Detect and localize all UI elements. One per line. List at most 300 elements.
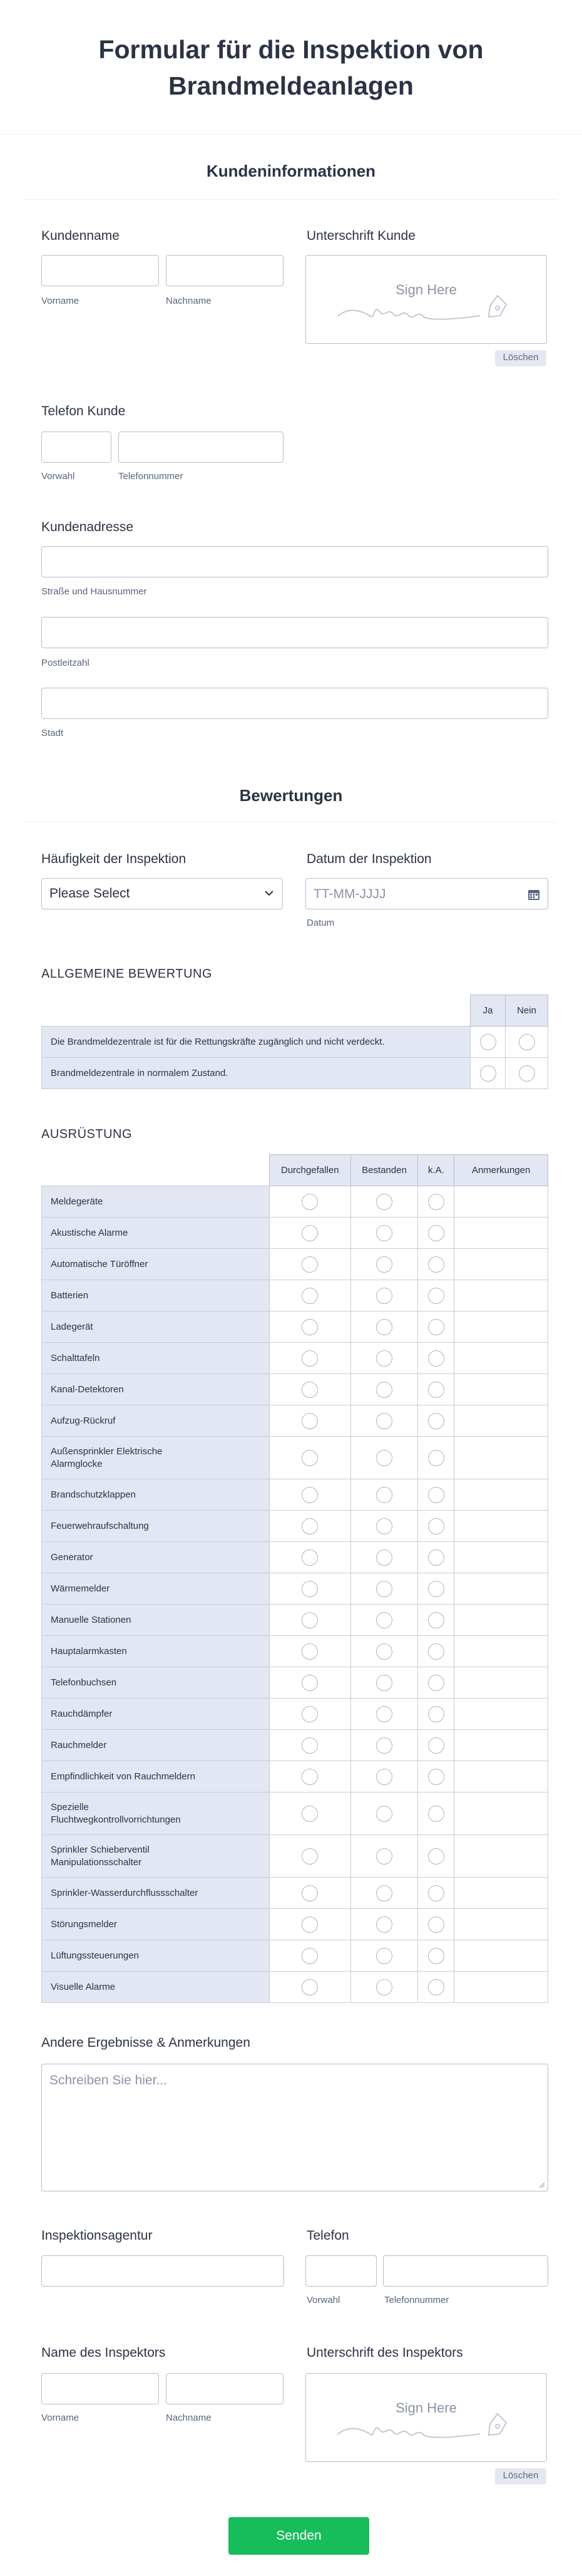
remarks-input[interactable] [454, 1405, 548, 1437]
signature-placeholder: Sign Here [396, 2400, 457, 2416]
row-label: Meldegeräte [42, 1186, 270, 1218]
row-label: Visuelle Alarme [42, 1972, 270, 2003]
radio-button[interactable] [519, 1065, 535, 1082]
radio-cell-bestanden[interactable] [350, 1218, 418, 1249]
radio-cell-bestanden[interactable] [350, 1280, 418, 1311]
radio-button[interactable] [428, 1769, 444, 1785]
remarks-input[interactable] [454, 1479, 548, 1511]
radio-cell-bestanden[interactable] [350, 1667, 418, 1699]
radio-button[interactable] [376, 1885, 392, 1901]
radio-cell-ka[interactable] [418, 1405, 454, 1437]
signature-placeholder: Sign Here [396, 282, 457, 297]
radio-button[interactable] [428, 1806, 444, 1822]
radio-cell-durchgefallen[interactable] [269, 1940, 350, 1972]
radio-cell-ja[interactable] [471, 1058, 506, 1089]
radio-cell-bestanden[interactable] [350, 1542, 418, 1573]
radio-button[interactable] [302, 1948, 318, 1964]
radio-button[interactable] [302, 1885, 318, 1901]
radio-button[interactable] [376, 1518, 392, 1534]
radio-button[interactable] [428, 1256, 444, 1273]
frequency-label: Häufigkeit der Inspektion [41, 852, 186, 866]
radio-cell-durchgefallen[interactable] [269, 1792, 350, 1835]
row-label: Aufzug-Rückruf [42, 1405, 270, 1437]
radio-button[interactable] [428, 1194, 444, 1210]
radio-cell-bestanden[interactable] [350, 1186, 418, 1218]
table-row [42, 1186, 548, 1218]
radio-cell-durchgefallen[interactable] [269, 1511, 350, 1542]
radio-button[interactable] [302, 1979, 318, 1995]
radio-cell-bestanden[interactable] [350, 1437, 418, 1479]
radio-cell-bestanden[interactable] [350, 1405, 418, 1437]
customer-signature-clear-button[interactable]: Löschen [495, 350, 546, 366]
radio-button[interactable] [302, 1675, 318, 1691]
agency-phone-number-sublabel: Telefonnummer [384, 2295, 449, 2305]
row-label: Rauchdämpfer [42, 1699, 270, 1730]
customer-phone-number-input[interactable] [118, 432, 283, 463]
table-row [42, 1878, 548, 1909]
inspector-last-name-sublabel: Nachname [166, 2413, 212, 2423]
table-row [42, 1573, 548, 1605]
row-label: Manuelle Stationen [42, 1605, 270, 1636]
radio-cell-bestanden[interactable] [350, 1835, 418, 1878]
radio-cell-durchgefallen[interactable] [269, 1437, 350, 1479]
remarks-input[interactable] [454, 1573, 548, 1605]
street-sublabel: Straße und Hausnummer [41, 586, 147, 597]
radio-cell-durchgefallen[interactable] [269, 1249, 350, 1280]
remarks-input[interactable] [454, 1437, 548, 1479]
radio-cell-durchgefallen[interactable] [269, 1972, 350, 2003]
radio-button[interactable] [376, 1487, 392, 1503]
radio-cell-ka[interactable] [418, 1218, 454, 1249]
first-name-sublabel: Vorname [41, 296, 79, 306]
remarks-input[interactable] [454, 1218, 548, 1249]
agency-phone-number-input[interactable] [383, 2255, 548, 2287]
radio-button[interactable] [302, 1382, 318, 1398]
radio-cell-ka[interactable] [418, 1605, 454, 1636]
radio-cell-ka[interactable] [418, 1761, 454, 1792]
radio-cell-durchgefallen[interactable] [269, 1218, 350, 1249]
radio-cell-bestanden[interactable] [350, 1343, 418, 1374]
table-row [42, 1730, 548, 1761]
radio-cell-bestanden[interactable] [350, 1573, 418, 1605]
remarks-input[interactable] [454, 1972, 548, 2003]
radio-cell-bestanden[interactable] [350, 1511, 418, 1542]
radio-button[interactable] [302, 1848, 318, 1865]
inspector-signature-pad[interactable] [305, 2373, 547, 2462]
radio-button[interactable] [428, 1916, 444, 1933]
inspector-last-name-input[interactable] [166, 2373, 283, 2404]
customer-area-code-input[interactable] [41, 432, 111, 463]
remarks-input[interactable] [454, 1311, 548, 1343]
radio-button[interactable] [428, 1413, 444, 1429]
form-title: Formular für die Inspektion von Brandmeldeanlagen [98, 35, 484, 100]
radio-cell-ka[interactable] [418, 1940, 454, 1972]
general-rating-title: ALLGEMEINE BEWERTUNG [41, 967, 213, 981]
remarks-input[interactable] [454, 1186, 548, 1218]
table-row [42, 1511, 548, 1542]
radio-button[interactable] [376, 1350, 392, 1367]
radio-cell-nein[interactable] [506, 1058, 548, 1089]
radio-cell-ka[interactable] [418, 1311, 454, 1343]
radio-button[interactable] [376, 1643, 392, 1660]
radio-button[interactable] [428, 1487, 444, 1503]
column-header-ja: Ja [471, 995, 506, 1027]
row-label: Rauchmelder [42, 1730, 270, 1761]
table-row [42, 1218, 548, 1249]
date-input[interactable] [305, 878, 548, 909]
remarks-input[interactable] [454, 1343, 548, 1374]
radio-cell-bestanden[interactable] [350, 1761, 418, 1792]
radio-button[interactable] [376, 1948, 392, 1964]
radio-cell-durchgefallen[interactable] [269, 1573, 350, 1605]
table-row [42, 1940, 548, 1972]
row-label: Die Brandmeldezentrale ist für die Rettungskräfte zugänglich und nicht verdeckt. [42, 1027, 471, 1058]
row-label: Kanal-Detektoren [42, 1374, 270, 1405]
radio-cell-bestanden[interactable] [350, 1699, 418, 1730]
radio-button[interactable] [376, 1706, 392, 1722]
radio-button[interactable] [428, 1382, 444, 1398]
equipment-title: AUSRÜSTUNG [41, 1127, 133, 1141]
radio-cell-ka[interactable] [418, 1186, 454, 1218]
radio-cell-bestanden[interactable] [350, 1479, 418, 1511]
customer-signature-pad[interactable] [305, 255, 547, 344]
radio-cell-ka[interactable] [418, 1573, 454, 1605]
row-label: Sprinkler-Wasserdurchflussschalter [42, 1878, 270, 1909]
customer-signature-label: Unterschrift Kunde [307, 229, 416, 243]
row-label: Batterien [42, 1280, 270, 1311]
table-row [42, 1792, 548, 1835]
remarks-input[interactable] [454, 1730, 548, 1761]
radio-cell-bestanden[interactable] [350, 1249, 418, 1280]
street-input[interactable] [41, 546, 548, 577]
remarks-input[interactable] [454, 1280, 548, 1311]
radio-button[interactable] [428, 1450, 444, 1466]
date-placeholder: TT-MM-JJJJ [314, 887, 386, 901]
radio-cell-bestanden[interactable] [350, 1605, 418, 1636]
row-label: Außensprinkler Elektrische Alarmglocke [42, 1437, 270, 1479]
notes-label: Andere Ergebnisse & Anmerkungen [41, 2035, 250, 2050]
row-label: Sprinkler Schieberventil Manipulationsschalter [42, 1835, 270, 1878]
notes-placeholder: Schreiben Sie hier... [49, 2073, 167, 2087]
remarks-input[interactable] [454, 1940, 548, 1972]
inspector-first-name-input[interactable] [41, 2373, 159, 2404]
radio-cell-durchgefallen[interactable] [269, 1761, 350, 1792]
radio-button[interactable] [480, 1034, 496, 1050]
radio-cell-ka[interactable] [418, 1909, 454, 1940]
city-input[interactable] [41, 688, 548, 719]
customer-address-label: Kundenadresse [41, 520, 134, 534]
radio-cell-ka[interactable] [418, 1636, 454, 1667]
radio-cell-nein[interactable] [506, 1027, 548, 1058]
area-code-sublabel: Vorwahl [41, 471, 75, 482]
remarks-input[interactable] [454, 1636, 548, 1667]
radio-button[interactable] [428, 1581, 444, 1597]
radio-cell-durchgefallen[interactable] [269, 1835, 350, 1878]
table-row [42, 1405, 548, 1437]
radio-button[interactable] [376, 1450, 392, 1466]
agency-input[interactable] [41, 2255, 284, 2287]
notes-textarea[interactable] [41, 2064, 548, 2191]
form-header [0, 0, 582, 135]
inspector-first-name-sublabel: Vorname [41, 2413, 79, 2423]
customer-name-label: Kundenname [41, 229, 120, 243]
radio-cell-durchgefallen[interactable] [269, 1878, 350, 1909]
inspector-name-label: Name des Inspektors [41, 2346, 166, 2360]
inspector-signature-clear-button[interactable]: Löschen [495, 2468, 546, 2485]
table-row [42, 1699, 548, 1730]
customer-first-name-input[interactable] [41, 255, 159, 286]
radio-cell-bestanden[interactable] [350, 1730, 418, 1761]
radio-cell-ka[interactable] [418, 1878, 454, 1909]
table-row [42, 1972, 548, 2003]
agency-area-code-input[interactable] [305, 2255, 377, 2287]
radio-button[interactable] [376, 1916, 392, 1933]
row-label: Lüftungssteuerungen [42, 1940, 270, 1972]
radio-cell-bestanden[interactable] [350, 1636, 418, 1667]
radio-cell-ka[interactable] [418, 1699, 454, 1730]
radio-cell-ka[interactable] [418, 1374, 454, 1405]
radio-button[interactable] [376, 1675, 392, 1691]
radio-button[interactable] [302, 1487, 318, 1503]
remarks-input[interactable] [454, 1761, 548, 1792]
row-label: Automatische Türöffner [42, 1249, 270, 1280]
row-label: Störungsmelder [42, 1909, 270, 1940]
radio-button[interactable] [302, 1518, 318, 1534]
radio-cell-ka[interactable] [418, 1479, 454, 1511]
radio-button[interactable] [428, 1706, 444, 1722]
table-row [42, 1542, 548, 1573]
radio-cell-ka[interactable] [418, 1280, 454, 1311]
row-label: Brandmeldezentrale in normalem Zustand. [42, 1058, 471, 1089]
radio-button[interactable] [302, 1450, 318, 1466]
remarks-input[interactable] [454, 1542, 548, 1573]
radio-cell-bestanden[interactable] [350, 1792, 418, 1835]
radio-button[interactable] [376, 1979, 392, 1995]
column-header-anmerkungen: Anmerkungen [454, 1155, 548, 1186]
table-row [42, 1343, 548, 1374]
radio-button[interactable] [376, 1382, 392, 1398]
radio-button[interactable] [428, 1737, 444, 1754]
zip-sublabel: Postleitzahl [41, 658, 89, 668]
radio-button[interactable] [428, 1612, 444, 1628]
table-row [42, 1249, 548, 1280]
radio-cell-durchgefallen[interactable] [269, 1667, 350, 1699]
agency-area-code-sublabel: Vorwahl [307, 2295, 340, 2305]
inspector-signature-label: Unterschrift des Inspektors [307, 2346, 463, 2360]
remarks-input[interactable] [454, 1909, 548, 1940]
radio-cell-bestanden[interactable] [350, 1878, 418, 1909]
zip-input[interactable] [41, 617, 548, 648]
table-row [42, 1667, 548, 1699]
column-header-bestanden: Bestanden [350, 1155, 418, 1186]
radio-cell-durchgefallen[interactable] [269, 1374, 350, 1405]
radio-button[interactable] [376, 1194, 392, 1210]
table-row [42, 1027, 548, 1058]
radio-button[interactable] [376, 1737, 392, 1754]
remarks-input[interactable] [454, 1605, 548, 1636]
radio-button[interactable] [428, 1549, 444, 1566]
section-title-customer: Kundeninformationen [206, 162, 376, 180]
calendar-icon[interactable] [528, 888, 540, 901]
radio-button[interactable] [302, 1350, 318, 1367]
chevron-down-icon [265, 891, 273, 897]
city-sublabel: Stadt [41, 728, 64, 738]
radio-button[interactable] [376, 1581, 392, 1597]
radio-button[interactable] [428, 1518, 444, 1534]
agency-label: Inspektionsagentur [41, 2228, 153, 2243]
row-label: Telefonbuchsen [42, 1667, 270, 1699]
radio-button[interactable] [428, 1675, 444, 1691]
remarks-input[interactable] [454, 1699, 548, 1730]
table-row [42, 1636, 548, 1667]
radio-button[interactable] [428, 1350, 444, 1367]
last-name-sublabel: Nachname [166, 296, 212, 306]
section-title-ratings: Bewertungen [239, 786, 343, 805]
table-row [42, 1761, 548, 1792]
table-row [42, 1605, 548, 1636]
radio-button[interactable] [376, 1549, 392, 1566]
radio-cell-ka[interactable] [418, 1792, 454, 1835]
radio-button[interactable] [428, 1885, 444, 1901]
radio-cell-ka[interactable] [418, 1972, 454, 2003]
row-label: Schalttafeln [42, 1343, 270, 1374]
radio-cell-durchgefallen[interactable] [269, 1311, 350, 1343]
radio-button[interactable] [302, 1737, 318, 1754]
radio-cell-ja[interactable] [471, 1027, 506, 1058]
table-row [42, 1280, 548, 1311]
radio-cell-ka[interactable] [418, 1511, 454, 1542]
remarks-input[interactable] [454, 1835, 548, 1878]
radio-cell-bestanden[interactable] [350, 1972, 418, 2003]
row-label: Hauptalarmkasten [42, 1636, 270, 1667]
table-row [42, 1058, 548, 1089]
radio-button[interactable] [519, 1034, 535, 1050]
row-label: Generator [42, 1542, 270, 1573]
radio-button[interactable] [376, 1288, 392, 1304]
radio-button[interactable] [302, 1194, 318, 1210]
radio-cell-bestanden[interactable] [350, 1311, 418, 1343]
radio-button[interactable] [302, 1256, 318, 1273]
radio-button[interactable] [302, 1643, 318, 1660]
column-header-ka: k.A. [418, 1155, 454, 1186]
radio-button[interactable] [428, 1848, 444, 1865]
customer-last-name-input[interactable] [166, 255, 283, 286]
radio-cell-bestanden[interactable] [350, 1940, 418, 1972]
radio-cell-ka[interactable] [418, 1343, 454, 1374]
radio-cell-durchgefallen[interactable] [269, 1405, 350, 1437]
agency-phone-label: Telefon [307, 2228, 349, 2243]
radio-cell-ka[interactable] [418, 1542, 454, 1573]
radio-button[interactable] [480, 1065, 496, 1082]
radio-button[interactable] [376, 1806, 392, 1822]
radio-cell-bestanden[interactable] [350, 1909, 418, 1940]
date-sublabel: Datum [307, 918, 335, 928]
remarks-input[interactable] [454, 1792, 548, 1835]
row-label: Wärmemelder [42, 1573, 270, 1605]
remarks-input[interactable] [454, 1511, 548, 1542]
radio-button[interactable] [376, 1413, 392, 1429]
row-label: Spezielle Fluchtwegkontrollvorrichtungen [42, 1792, 270, 1835]
table-row [42, 1374, 548, 1405]
radio-cell-durchgefallen[interactable] [269, 1699, 350, 1730]
radio-button[interactable] [376, 1612, 392, 1628]
radio-cell-durchgefallen[interactable] [269, 1280, 350, 1311]
general-rating-matrix [41, 995, 548, 1089]
radio-button[interactable] [428, 1288, 444, 1304]
radio-cell-ka[interactable] [418, 1730, 454, 1761]
radio-cell-durchgefallen[interactable] [269, 1730, 350, 1761]
radio-button[interactable] [376, 1769, 392, 1785]
equipment-matrix [41, 1154, 548, 2003]
remarks-input[interactable] [454, 1878, 548, 1909]
radio-button[interactable] [428, 1948, 444, 1964]
radio-button[interactable] [376, 1848, 392, 1865]
radio-button[interactable] [376, 1256, 392, 1273]
radio-button[interactable] [302, 1806, 318, 1822]
radio-cell-durchgefallen[interactable] [269, 1605, 350, 1636]
table-row [42, 1835, 548, 1878]
radio-button[interactable] [376, 1319, 392, 1335]
phone-number-sublabel: Telefonnummer [118, 471, 183, 482]
radio-cell-durchgefallen[interactable] [269, 1343, 350, 1374]
radio-button[interactable] [302, 1288, 318, 1304]
remarks-input[interactable] [454, 1374, 548, 1405]
submit-button[interactable]: Senden [228, 2517, 369, 2555]
radio-button[interactable] [302, 1916, 318, 1933]
radio-button[interactable] [302, 1549, 318, 1566]
radio-button[interactable] [302, 1706, 318, 1722]
frequency-select-value: Please Select [49, 886, 130, 901]
radio-button[interactable] [376, 1225, 392, 1241]
table-row [42, 1909, 548, 1940]
radio-button[interactable] [302, 1319, 318, 1335]
radio-cell-ka[interactable] [418, 1249, 454, 1280]
radio-cell-ka[interactable] [418, 1667, 454, 1699]
frequency-select[interactable] [41, 878, 283, 909]
radio-cell-durchgefallen[interactable] [269, 1636, 350, 1667]
resize-handle-icon[interactable] [538, 2181, 545, 2188]
remarks-input[interactable] [454, 1249, 548, 1280]
radio-cell-ka[interactable] [418, 1835, 454, 1878]
date-label: Datum der Inspektion [307, 852, 432, 866]
radio-cell-durchgefallen[interactable] [269, 1542, 350, 1573]
column-header-nein: Nein [506, 995, 548, 1027]
radio-cell-durchgefallen[interactable] [269, 1186, 350, 1218]
radio-button[interactable] [428, 1979, 444, 1995]
radio-button[interactable] [302, 1413, 318, 1429]
radio-button[interactable] [302, 1769, 318, 1785]
row-label: Ladegerät [42, 1311, 270, 1343]
column-header-durchgefallen: Durchgefallen [269, 1155, 350, 1186]
radio-button[interactable] [428, 1643, 444, 1660]
row-label: Feuerwehraufschaltung [42, 1511, 270, 1542]
customer-phone-label: Telefon Kunde [41, 404, 126, 418]
signature-scribble-icon [336, 2406, 518, 2450]
radio-button[interactable] [302, 1225, 318, 1241]
radio-cell-bestanden[interactable] [350, 1374, 418, 1405]
radio-button[interactable] [428, 1225, 444, 1241]
table-row [42, 1437, 548, 1479]
radio-cell-ka[interactable] [418, 1437, 454, 1479]
radio-cell-durchgefallen[interactable] [269, 1479, 350, 1511]
table-row [42, 1311, 548, 1343]
radio-button[interactable] [302, 1612, 318, 1628]
row-label: Empfindlichkeit von Rauchmeldern [42, 1761, 270, 1792]
remarks-input[interactable] [454, 1667, 548, 1699]
radio-button[interactable] [428, 1319, 444, 1335]
radio-button[interactable] [302, 1581, 318, 1597]
radio-cell-durchgefallen[interactable] [269, 1909, 350, 1940]
